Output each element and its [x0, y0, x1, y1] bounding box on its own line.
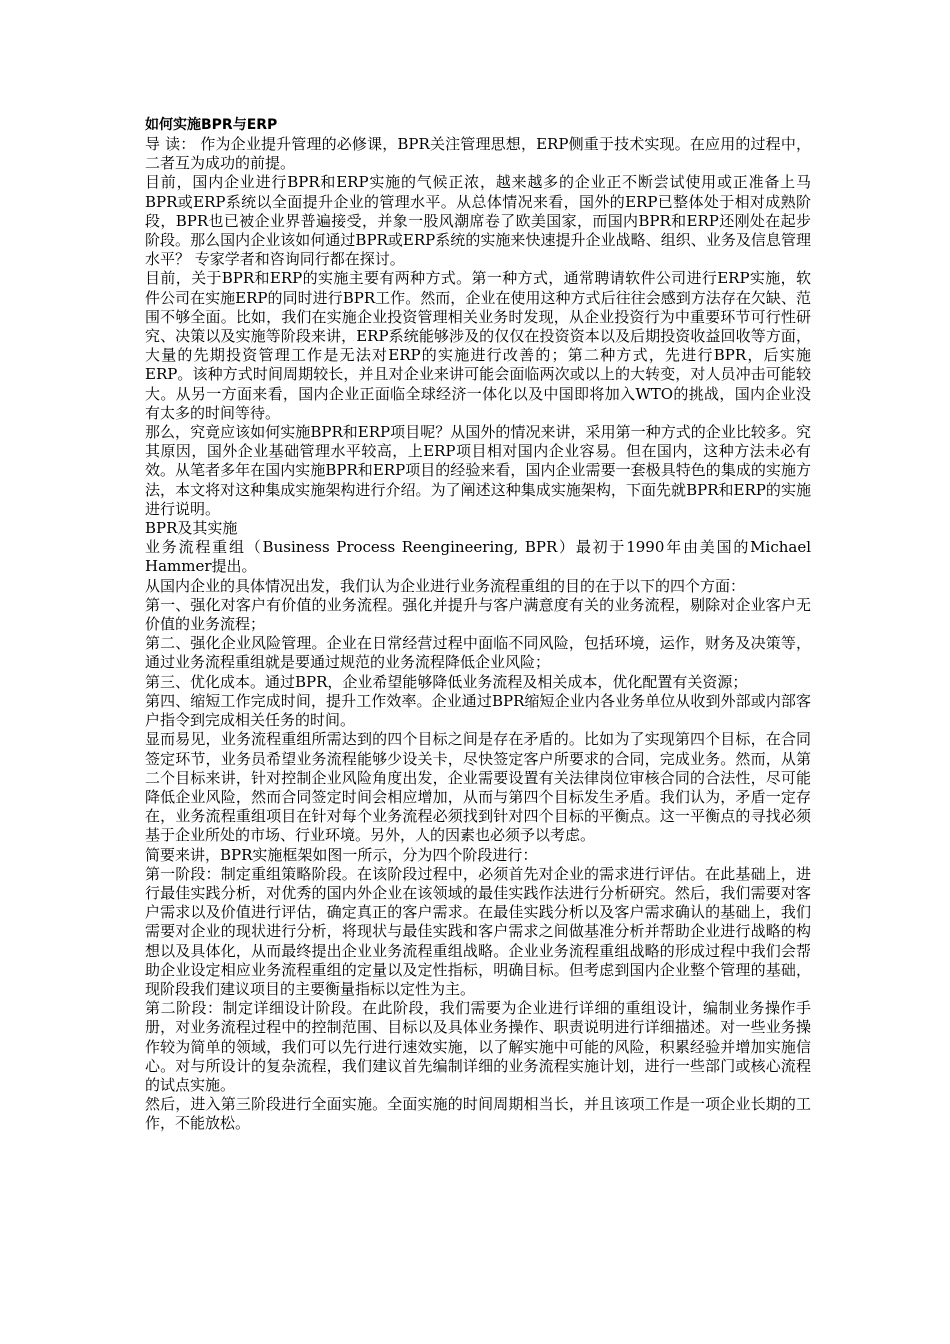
paragraph-current-situation: 目前，国内企业进行BPR和ERP实施的气候正浓，越来越多的企业正不断尝试使用或正准备上马BPR或ERP系统以全面提升企业的管理水平。从总体情况来看，国外的ERP已整体处于相对成熟阶段，BPR也已被企业界普遍接受，并象一股风潮席卷了欧美国家，而国内BPR和ERP还刚处在起步阶段。那么国内企业该如何通过BPR或ERP系统的实施来快速提升企业战略、组织、业务及信息管理水平？ 专家学者和咨询同行都在探讨。: [145, 173, 811, 269]
document-body: [145, 116, 811, 1134]
paragraph-bpr-definition: 业务流程重组（Business Process Reengineering, BPR）最初于1990年由美国的Michael Hammer提出。: [145, 538, 811, 576]
phase-3-paragraph: 然后，进入第三阶段进行全面实施。全面实施的时间周期相当长，并且该项工作是一项企业长期的工作，不能放松。: [145, 1095, 811, 1133]
phase-2-paragraph: 第二阶段：制定详细设计阶段。在此阶段，我们需要为企业进行详细的重组设计，编制业务操作手册，对业务流程过程中的控制范围、目标以及具体业务操作、职责说明进行详细描述。对一些业务操作较为简单的领域，我们可以先行进行速效实施，以了解实施中可能的风险，积累经验并增加实施信心。对与所设计的复杂流程，我们建议首先编制详细的业务流程实施计划，进行一些部门或核心流程的试点实施。: [145, 999, 811, 1094]
paragraph-how-to-implement: 那么，究竟应该如何实施BPR和ERP项目呢？从国外的情况来讲，采用第一种方式的企业比较多。究其原因，国外企业基础管理水平较高，上ERP项目相对国内企业容易。但在国内，这种方法未必有效。从笔者多年在国内实施BPR和ERP项目的经验来看，国内企业需要一套极具特色的集成的实施方法，本文将对这种集成实施架构进行介绍。为了阐述这种集成实施架构，下面先就BPR和ERP的实施进行说明。: [145, 423, 811, 518]
paragraph-framework-intro: 简要来讲，BPR实施框架如图一所示，分为四个阶段进行：: [145, 845, 538, 864]
section-heading-bpr: BPR及其实施: [145, 519, 238, 538]
paragraph-four-goals-intro: 从国内企业的具体情况出发，我们认为企业进行业务流程重组的目的在于以下的四个方面：: [145, 576, 746, 595]
goal-item-2: 第二、强化企业风险管理。企业在日常经营过程中面临不同风险，包括环境，运作，财务及决策等，通过业务流程重组就是要通过规范的业务流程降低企业风险；: [145, 634, 811, 672]
intro-paragraph: 导 读： 作为企业提升管理的必修课，BPR关注管理思想，ERP侧重于技术实现。在应用的过程中，二者互为成功的前提。: [145, 135, 811, 173]
document-title: 如何实施BPR与ERP: [145, 117, 278, 133]
paragraph-goal-conflicts: 显而易见，业务流程重组所需达到的四个目标之间是存在矛盾的。比如为了实现第四个目标，在合同签定环节，业务员希望业务流程能够少设关卡，尽快签定客户所要求的合同，完成业务。然而，从第二个目标来讲，针对控制企业风险角度出发，企业需要设置有关法律岗位审核合同的合法性，尽可能降低企业风险，然而合同签定时间会相应增加，从而与第四个目标发生矛盾。我们认为，矛盾一定存在，业务流程重组项目在针对每个业务流程必须找到针对四个目标的平衡点。这一平衡点的寻找必须基于企业所处的市场、行业环境。另外，人的因素也必须予以考虑。: [145, 730, 811, 845]
goal-item-4: 第四、缩短工作完成时间，提升工作效率。企业通过BPR缩短企业内各业务单位从收到外部或内部客户指令到完成相关任务的时间。: [145, 691, 811, 730]
phase-1-paragraph: 第一阶段：制定重组策略阶段。在该阶段过程中，必须首先对企业的需求进行评估。在此基础上，进行最佳实践分析，对优秀的国内外企业在该领域的最佳实践作法进行分析研究。然后，我们需要对客户需求以及价值进行评估，确定真正的客户需求。在最佳实践分析以及客户需求确认的基础上，我们需要对企业的现状进行分析，将现状与最佳实践和客户需求之间做基准分析并帮助企业进行战略的构想以及具体化，从而最终提出企业业务流程重组战略。企业业务流程重组战略的形成过程中我们会帮助企业设定相应业务流程重组的定量以及定性指标，明确目标。但考虑到国内企业整个管理的基础，现阶段我们建议项目的主要衡量指标以定性为主。: [145, 864, 811, 998]
goal-item-1: 第一、强化对客户有价值的业务流程。强化并提升与客户满意度有关的业务流程，剔除对企业客户无价值的业务流程；: [145, 595, 811, 634]
goal-item-3: 第三、优化成本。通过BPR，企业希望能够降低业务流程及相关成本，优化配置有关资源；: [145, 672, 748, 691]
paragraph-two-approaches: 目前，关于BPR和ERP的实施主要有两种方式。第一种方式，通常聘请软件公司进行ERP实施，软件公司在实施ERP的同时进行BPR工作。然而，企业在使用这种方式后往往会感到方法存在欠缺、范围不够全面。比如，我们在实施企业投资管理相关业务时发现，从企业投资行为中重要环节可行性研究、决策以及实施等阶段来讲，ERP系统能够涉及的仅仅在投资资本以及后期投资收益回收等方面，大量的先期投资管理工作是无法对ERP的实施进行改善的；第二种方式，先进行BPR，后实施ERP。该种方式时间周期较长，并且对企业来讲可能会面临两次或以上的大转变，对人员冲击可能较大。从另一方面来看，国内企业正面临全球经济一体化以及中国即将加入WTO的挑战，国内企业没有太多的时间等待。: [145, 269, 811, 422]
